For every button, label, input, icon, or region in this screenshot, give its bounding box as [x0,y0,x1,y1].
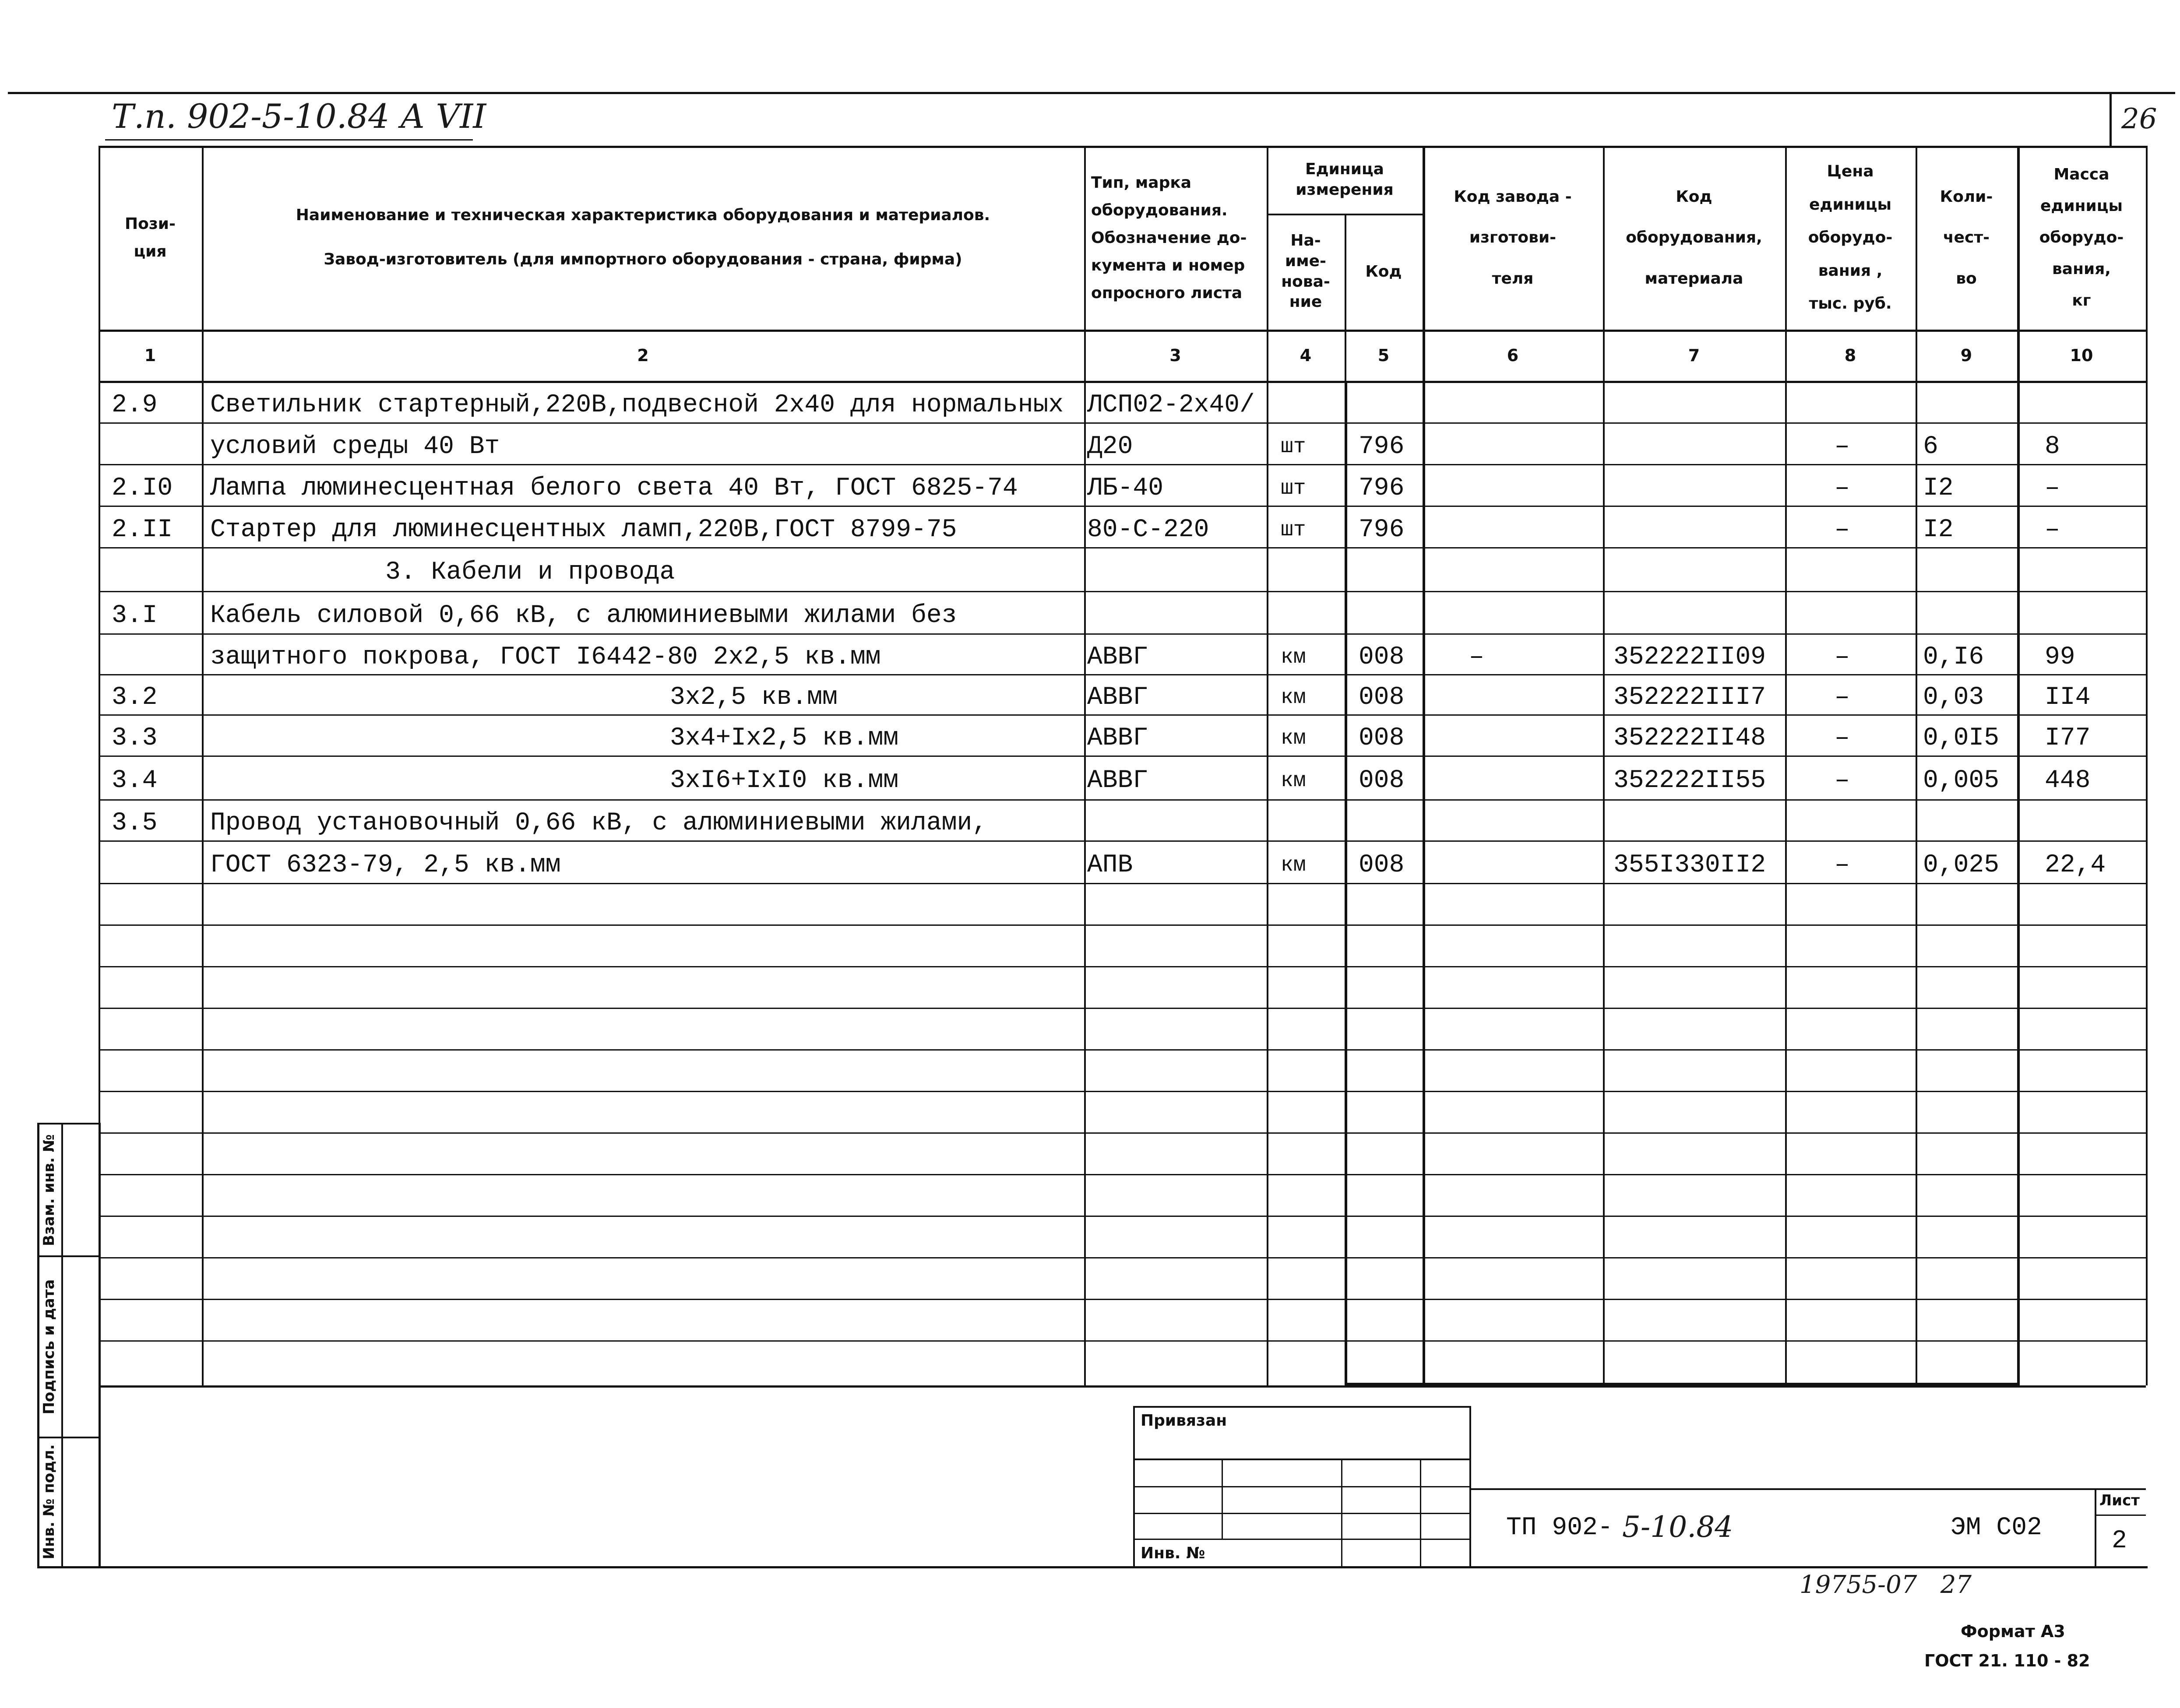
col-header-unit-code: Код [1365,263,1402,281]
cell-code: 008 [1359,724,1405,752]
cell-quantity: I2 [1923,515,1954,544]
cell-price: – [1835,643,1850,671]
cell-price: – [1835,474,1850,503]
cell-mass: 448 [2045,766,2091,795]
cell-position: 3.4 [112,766,158,795]
row-line-5 [99,591,2148,592]
empty-row-line [99,1049,2148,1051]
side-strip-div2 [37,1437,101,1438]
cell-type: ЛСП02-2х40/ [1087,390,1255,419]
page-number: 26 [2121,103,2157,135]
cell-code: 008 [1359,643,1405,671]
cell-quantity: 6 [1923,432,1938,461]
cell-mass: – [2045,474,2060,503]
cell-type: АВВГ [1087,724,1148,752]
col-header-equip-code: Код оборудования, материала [1626,187,1762,288]
cell-unit: км [1281,769,1306,793]
cell-name: 3хI6+IхI0 кв.мм [670,766,899,795]
cell-mass: – [2045,515,2060,544]
row-line-10 [99,799,2148,801]
cell-name: Светильник стартерный,220В,подвесной 2х40 для нормальных [210,390,1064,419]
cell-equip-code: 355I330II2 [1613,850,1766,879]
empty-row-line [99,966,2148,967]
cell-type: АВВГ [1087,766,1148,795]
side-label-inv-podl: Инв. № подл. [40,1444,58,1560]
cell-equip-code: 352222II48 [1613,724,1766,752]
cell-type: Д20 [1087,432,1133,461]
column-number-2: 2 [637,345,649,365]
side-label-signature-date: Подпись и дата [40,1279,58,1415]
empty-row-line [99,1257,2148,1258]
empty-row-line [99,924,2148,926]
cell-position: 2.I0 [112,474,173,503]
row-line-7 [99,674,2148,675]
doc-code-print: ТП 902- [1506,1514,1613,1542]
cell-quantity: 0,I6 [1923,643,1984,671]
column-number-8: 8 [1844,345,1856,365]
column-number-4: 4 [1300,345,1312,365]
cell-price: – [1835,515,1850,544]
cell-name: условий среды 40 Вт [210,432,500,461]
cell-mass: II4 [2045,683,2091,712]
cell-quantity: 0,025 [1923,850,2000,879]
cell-position: 3.2 [112,683,158,712]
cell-type: АВВГ [1087,643,1148,671]
cell-mass: I77 [2045,724,2091,752]
list-number: 2 [2112,1527,2127,1555]
cell-unit: км [1281,645,1306,669]
format-label: Формат А3 [1961,1622,2065,1641]
column-number-1: 1 [144,345,156,365]
side-strip-right [99,1123,101,1568]
cell-quantity: 0,03 [1923,683,1984,712]
inv-no-label: Инв. № [1141,1544,1205,1562]
cell-name: 3. Кабели и провода [385,558,675,587]
cell-mass: 8 [2045,432,2060,461]
empty-row-line [99,1091,2148,1092]
row-line-9 [99,756,2148,757]
cell-price: – [1835,766,1850,795]
column-line-10 [2146,146,2148,1385]
col-header-quantity: Коли- чест- во [1940,187,1993,288]
numbers-bottom-rule [99,381,2148,383]
col-header-price: Цена единицы оборудо- вания , тыс. руб. [1808,162,1893,313]
cell-name: Лампа люминесцентная белого света 40 Вт, ГОСТ 6825-74 [210,474,1018,503]
column-number-3: 3 [1169,345,1181,365]
col-header-mass: Масса единицы оборудо- вания, кг [2039,165,2124,309]
cell-unit: км [1281,727,1306,750]
privyazan-label: Привязан [1141,1412,1227,1430]
col-header-name: Наименование и техническая характеристика оборудования и материалов. Завод-изготовитель (для импортного оборудования - страна, фирма) [296,206,990,268]
cell-code: 796 [1359,474,1405,503]
cell-plant-code: – [1469,643,1484,671]
column-number-9: 9 [1960,345,1972,365]
cell-name: ГОСТ 6323-79, 2,5 кв.мм [210,850,561,879]
cell-unit: шт [1281,518,1306,542]
page-no-box-left [2110,94,2112,146]
cell-equip-code: 352222II09 [1613,643,1766,671]
column-number-5: 5 [1377,345,1390,365]
empty-row-line [99,1008,2148,1009]
list-box-mid [2095,1515,2146,1516]
col-header-unit-name: На- име- нова- ние [1281,231,1330,311]
cell-code: 008 [1359,766,1405,795]
cell-type: ЛБ-40 [1087,474,1164,503]
list-label: Лист [2099,1492,2140,1509]
row-line-4 [99,547,2148,548]
col-header-unit-group: Единица измерения [1296,160,1394,199]
col-header-type: Тип, марка оборудования. Обозначение до- кумента и номер опросного листа [1091,173,1247,302]
sheet-code: ЭМ С02 [1951,1514,2042,1542]
doc-mark-underline [105,139,473,141]
list-box-left [2095,1488,2096,1567]
empty-row-line [99,1299,2148,1300]
row-line-12 [99,883,2148,884]
privyazan-box-v3 [1420,1458,1421,1567]
title-box-top [1470,1488,2146,1490]
archive-number: 19755-07 27 [1800,1571,1972,1599]
cell-name: Провод установочный 0,66 кВ, с алюминиевыми жилами, [210,809,988,837]
privyazan-box-v1 [1222,1458,1223,1539]
cell-type: АВВГ [1087,683,1148,712]
top-rule [8,92,2175,94]
side-strip-inner [61,1123,63,1568]
cell-code: 008 [1359,850,1405,879]
cell-unit: км [1281,853,1306,877]
side-strip-bottom [37,1566,2148,1568]
cell-code: 796 [1359,515,1405,544]
cell-unit: шт [1281,435,1306,459]
cell-type: АПВ [1087,850,1133,879]
cell-position: 2.II [112,515,173,544]
row-line-3 [99,506,2148,507]
row-line-11 [99,840,2148,842]
gost-label: ГОСТ 21. 110 - 82 [1924,1651,2090,1670]
doc-code-handwritten: 5-10.84 [1622,1510,1733,1544]
row-line-8 [99,714,2148,716]
stamp-top [99,1385,2146,1388]
cell-price: – [1835,850,1850,879]
cell-equip-code: 352222III7 [1613,683,1766,712]
cell-name: 3х4+Iх2,5 кв.мм [670,724,899,752]
doc-mark: Т.п. 902-5-10.84 А VII [112,97,486,136]
cell-position: 3.I [112,601,158,630]
cell-price: – [1835,683,1850,712]
cell-equip-code: 352222II55 [1613,766,1766,795]
row-line-1 [99,422,2148,424]
cell-quantity: 0,005 [1923,766,2000,795]
empty-row-line [99,1174,2148,1175]
cell-name: 3х2,5 кв.мм [670,683,838,712]
cell-type: 80-С-220 [1087,515,1209,544]
side-label-vzam-inv: Взам. инв. № [40,1134,58,1246]
cell-name: Кабель силовой 0,66 кВ, с алюминиевыми жилами без [210,601,957,630]
cell-name: Стартер для люминесцентных ламп,220В,ГОСТ 8799-75 [210,515,957,544]
cell-price: – [1835,432,1850,461]
cell-unit: шт [1281,476,1306,500]
cell-position: 3.5 [112,809,158,837]
empty-row-line [99,1132,2148,1134]
col-header-plant-code: Код завода - изготови- теля [1454,187,1572,288]
column-number-6: 6 [1507,345,1519,365]
privyazan-box-v2 [1341,1458,1342,1567]
privyazan-box-top [1133,1406,1470,1408]
cell-unit: км [1281,686,1306,710]
cell-name: защитного покрова, ГОСТ I6442-80 2х2,5 кв.мм [210,643,881,671]
empty-row-line [99,1340,2148,1342]
cell-position: 2.9 [112,390,158,419]
cell-mass: 99 [2045,643,2075,671]
cell-code: 008 [1359,683,1405,712]
empty-row-line [99,1216,2148,1217]
cell-mass: 22,4 [2045,850,2106,879]
cell-quantity: I2 [1923,474,1954,503]
row-line-6 [99,633,2148,635]
column-number-7: 7 [1688,345,1700,365]
row-line-2 [99,464,2148,465]
col-header-position: Пози- ция [125,215,176,260]
cell-quantity: 0,0I5 [1923,724,2000,752]
cell-position: 3.3 [112,724,158,752]
column-number-10: 10 [2070,345,2093,365]
cell-code: 796 [1359,432,1405,461]
cell-price: – [1835,724,1850,752]
